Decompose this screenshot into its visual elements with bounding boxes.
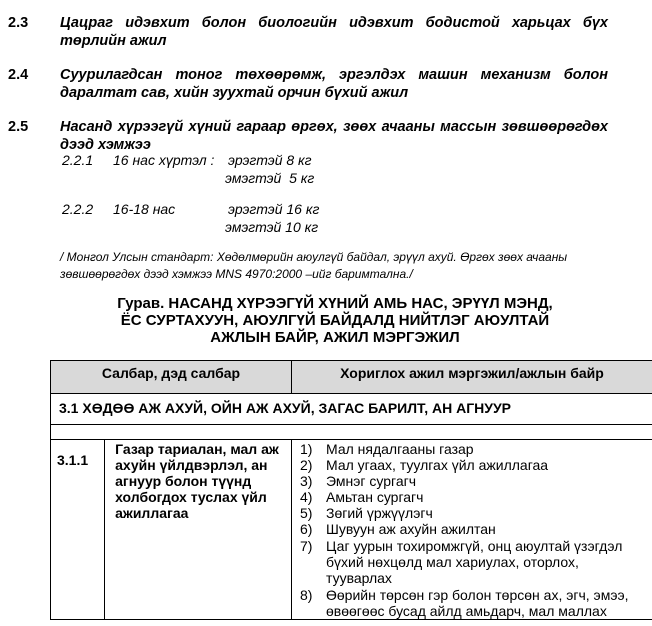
row-subsector: Газар тариалан, мал аж ахуйн үйлдвэрлэл, ан агнуур болон түүнд холбогдох туслах үйл ажиллагаа — [105, 440, 292, 620]
table-spacer-row — [51, 425, 652, 440]
section-text: Насанд хүрээгүй хүний гараар өргөх, зөөх ачааны массын зөвшөөрөгдөх дээд хэмжээ — [60, 119, 608, 153]
section-number: 2.4 — [8, 67, 29, 83]
section-text: Суурилагдсан тоног төхөөрөмж, эргэлдэх машин механизм болон даралтат сав, хийн зуухтай орчин бүхий ажил — [60, 67, 608, 101]
weight-age: 16 нас хүртэл : — [113, 152, 215, 168]
table-group-row — [51, 394, 652, 425]
table-row — [51, 440, 652, 620]
chapter-title-line: ЁС СУРТАХУУН, АЮУЛГҮЙ БАЙДАЛД НИЙТЛЭГ АЮУЛТАЙ — [120, 312, 550, 329]
prohibited-jobs-table — [50, 360, 652, 620]
weight-code: 2.2.2 — [62, 201, 94, 217]
chapter-title-line: Гурав. НАСАНД ХҮРЭЭГҮЙ ХҮНИЙ АМЬ НАС, ЭРҮҮЛ МЭНД, — [117, 295, 553, 312]
section-text: Цацраг идэвхит болон биологийн идэвхит бодистой харьцах бүх төрлийн ажил — [60, 15, 608, 49]
table-header-row — [51, 361, 652, 394]
list-item: 8) Өөрийн төрсөн гэр болон төрсөн ах, эгч, эмээ, өвөөгөөс бусад айлд амьдарч, мал маллах — [300, 587, 629, 619]
section-2-4 — [8, 66, 608, 104]
weight-female: эмэгтэй 5 кг — [225, 170, 315, 186]
row-code: 3.1.1 — [51, 440, 105, 620]
list-item: 3) Эмнэг сургагч — [300, 473, 417, 489]
list-item: 7) Цаг уурын тохиромжгүй, онц аюултай үзэгдэл бүхий нөхцөлд мал хариулах, оторлох, тууварлах — [300, 538, 623, 586]
column-header: Салбар, дэд салбар — [51, 361, 292, 394]
weight-code: 2.2.1 — [62, 152, 94, 168]
section-number: 2.3 — [8, 15, 29, 31]
chapter-title-line: АЖЛЫН БАЙР, АЖИЛ МЭРГЭЖИЛ — [210, 329, 460, 346]
list-item: 2) Мал угаах, туулгах үйл ажиллагаа — [300, 457, 549, 473]
chapter-title — [60, 295, 610, 346]
weight-male: эрэгтэй 8 кг — [228, 152, 312, 168]
job-list — [292, 440, 652, 619]
row-jobs — [292, 440, 652, 620]
list-item: 1) Мал нядалгааны газар — [300, 441, 474, 457]
weight-age: 16-18 нас — [113, 201, 176, 217]
list-item: 5) Зөгий үржүүлэгч — [300, 505, 433, 521]
section-2-3 — [8, 14, 608, 52]
column-header: Хориглох ажил мэргэжил/ажлын байр — [292, 361, 652, 394]
list-item: 6) Шувуун аж ахуйн ажилтан — [300, 521, 496, 537]
section-number: 2.5 — [8, 119, 29, 135]
weight-male: эрэгтэй 16 кг — [228, 201, 320, 217]
list-item: 4) Амьтан сургагч — [300, 489, 424, 505]
weight-female: эмэгтэй 10 кг — [225, 219, 319, 235]
standard-note: / Монгол Улсын стандарт: Хөдөлмөрийн аюулгүй байдал, эрүүл ахуй. Өргөх зөөх ачааны зөвшөөрөгдөх дээд хэмжээ MNS 4970:2000 –ийг баримталнa./ — [60, 250, 568, 281]
group-label: 3.1 ХӨДӨӨ АЖ АХУЙ, ОЙН АЖ АХУЙ, ЗАГАС БАРИЛТ, АН АГНУУР — [51, 394, 652, 425]
